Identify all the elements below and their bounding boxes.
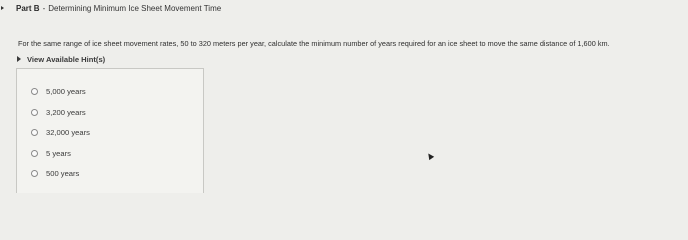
radio-button[interactable] <box>31 150 38 157</box>
mouse-pointer-icon <box>426 152 434 160</box>
radio-button[interactable] <box>31 109 38 116</box>
answer-option[interactable] <box>31 106 86 118</box>
collapse-caret-icon[interactable] <box>1 6 4 10</box>
answer-option-label: 500 years <box>46 168 80 178</box>
part-label: Part B <box>16 3 40 13</box>
radio-button[interactable] <box>31 129 38 136</box>
answer-options-box <box>16 68 204 193</box>
answer-option[interactable] <box>31 85 86 97</box>
answer-option-label: 5,000 years <box>46 86 86 96</box>
answer-option[interactable] <box>31 167 79 179</box>
radio-button[interactable] <box>31 170 38 177</box>
question-text: For the same range of ice sheet movement rates, 50 to 320 meters per year, calculate the minimum number of years required for an ice sheet to move the same distance of 1,600 km. <box>18 39 610 48</box>
view-hints-label: View Available Hint(s) <box>27 54 106 64</box>
answer-option-label: 32,000 years <box>46 127 90 137</box>
radio-button[interactable] <box>31 88 38 95</box>
caret-right-icon <box>17 56 21 62</box>
part-title-separator: - <box>42 3 46 13</box>
part-header[interactable] <box>0 1 221 15</box>
view-hints-toggle[interactable] <box>17 53 105 65</box>
answer-option-label: 5 years <box>46 148 71 158</box>
answer-option[interactable] <box>31 147 71 159</box>
part-title: Determining Minimum Ice Sheet Movement Time <box>48 3 222 13</box>
answer-option-label: 3,200 years <box>46 107 86 117</box>
answer-option[interactable] <box>31 126 90 138</box>
